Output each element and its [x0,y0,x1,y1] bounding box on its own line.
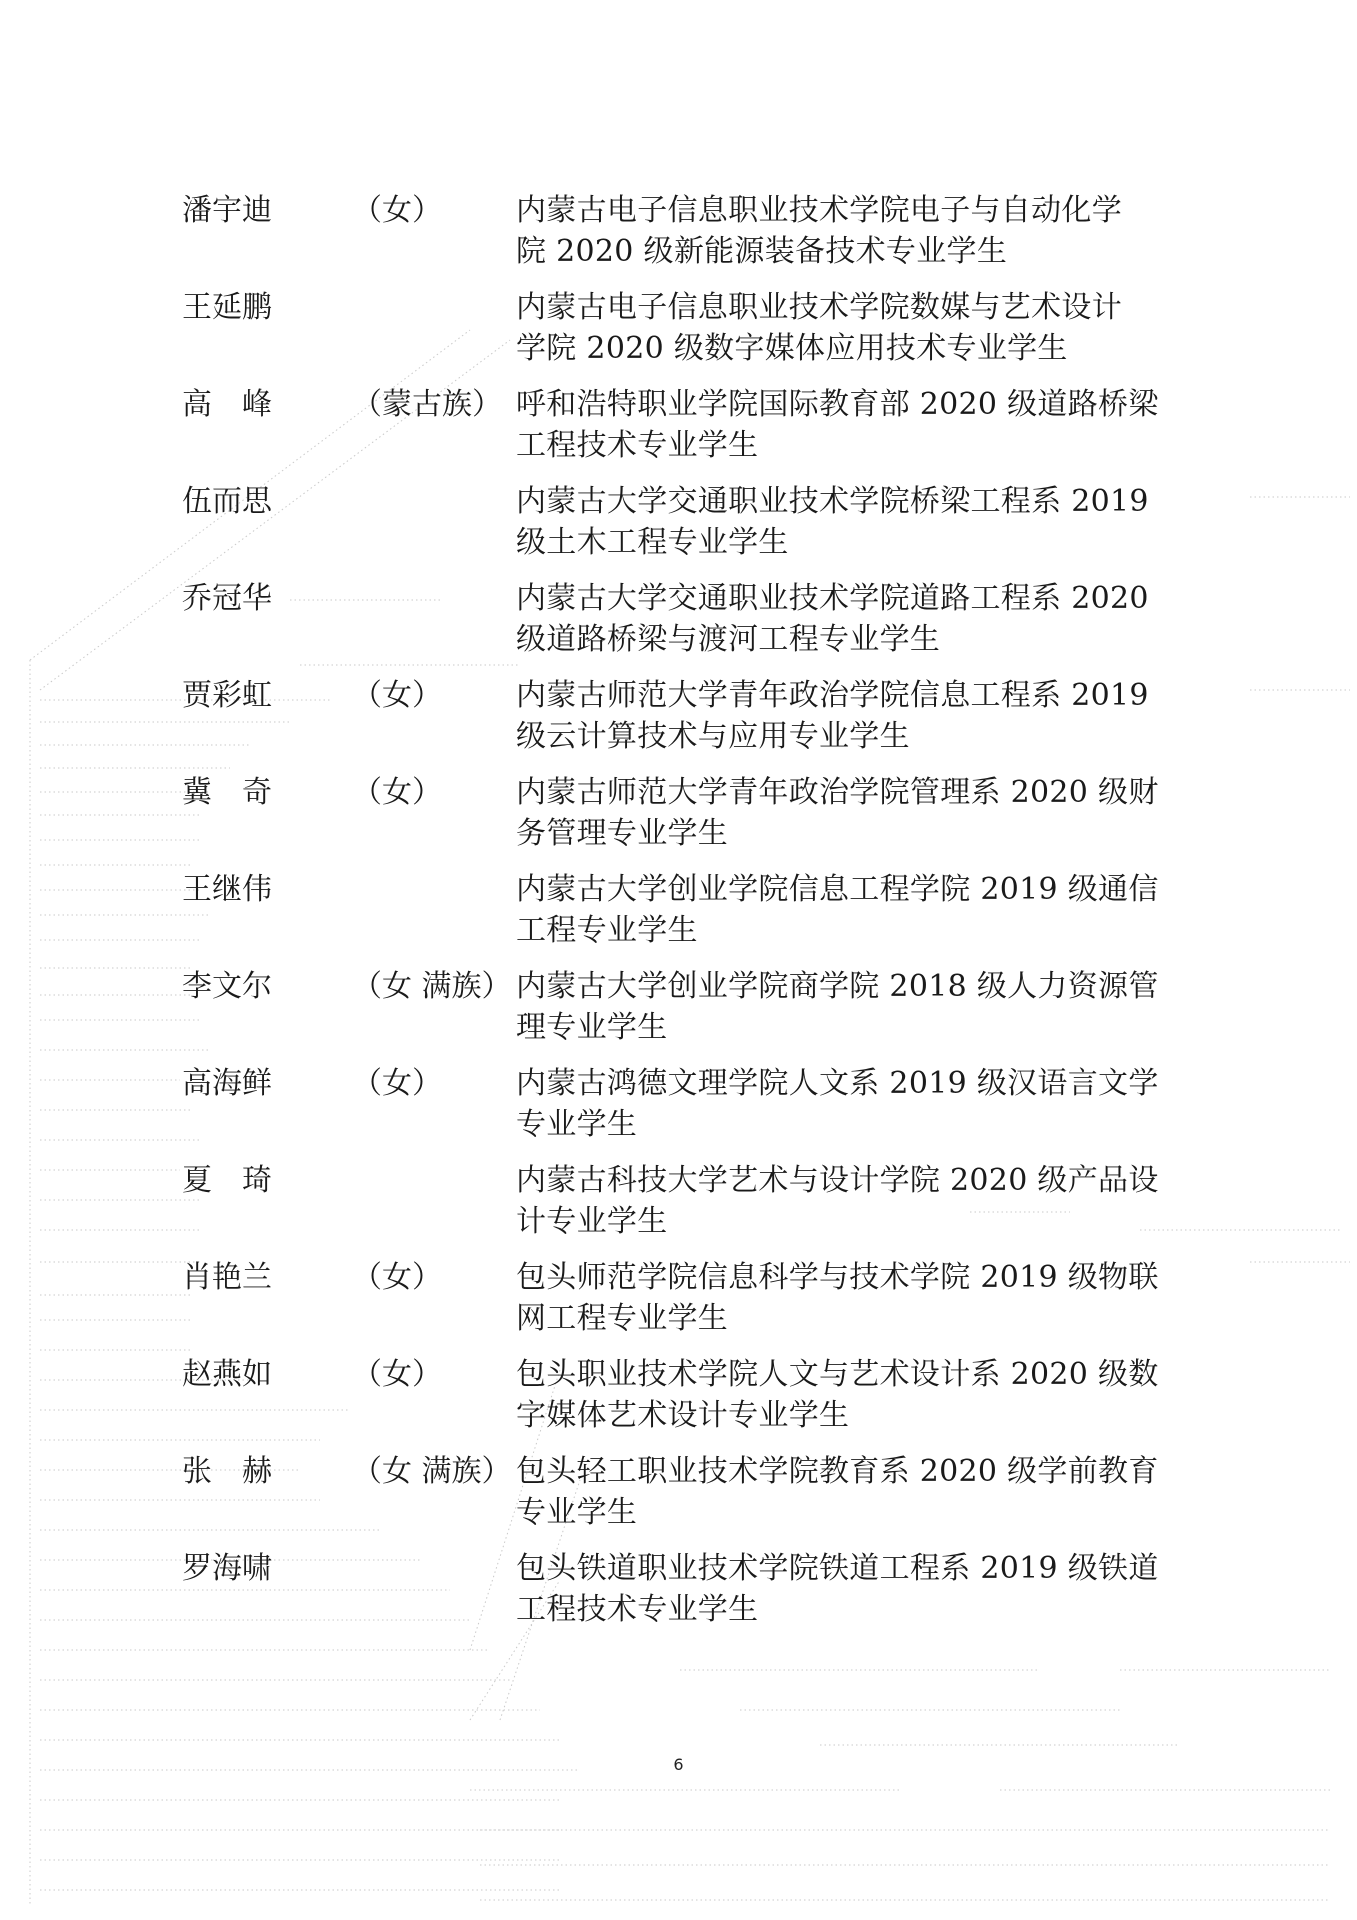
description-line-1: 内蒙古大学创业学院信息工程学院 2019 级通信 [516,872,1159,907]
list-item [0,1063,1357,1160]
list-item [0,481,1357,578]
page-number: 6 [673,1755,684,1774]
student-name: 冀 奇 [182,775,272,810]
description-line-1: 内蒙古大学创业学院商学院 2018 级人力资源管 [516,969,1159,1004]
description-line-1: 包头铁道职业技术学院铁道工程系 2019 级铁道 [516,1551,1159,1586]
list-item [0,966,1357,1063]
description-line-2: 学院 2020 级数字媒体应用技术专业学生 [516,331,1068,366]
student-note: （女） [352,775,442,810]
description-line-1: 内蒙古师范大学青年政治学院信息工程系 2019 [516,678,1149,713]
student-name: 王继伟 [182,872,272,907]
student-note: （蒙古族） [352,387,502,422]
description-line-2: 级土木工程专业学生 [516,525,789,560]
description-line-1: 包头师范学院信息科学与技术学院 2019 级物联 [516,1260,1159,1295]
student-name: 李文尔 [182,969,272,1004]
description-line-2: 理专业学生 [516,1010,668,1045]
description-line-1: 内蒙古大学交通职业技术学院道路工程系 2020 [516,581,1149,616]
student-description [516,1257,1176,1339]
description-line-1: 内蒙古大学交通职业技术学院桥梁工程系 2019 [516,484,1149,519]
student-description [516,1354,1176,1436]
description-line-2: 专业学生 [516,1107,638,1142]
student-name: 王延鹏 [182,290,272,325]
student-description [516,190,1176,272]
description-line-2: 网工程专业学生 [516,1301,729,1336]
student-name: 张 赫 [182,1454,272,1489]
description-line-2: 工程技术专业学生 [516,1592,759,1627]
list-item [0,287,1357,384]
description-line-2: 院 2020 级新能源装备技术专业学生 [516,234,1008,269]
list-item [0,1451,1357,1548]
list-item [0,384,1357,481]
description-line-1: 内蒙古科技大学艺术与设计学院 2020 级产品设 [516,1163,1159,1198]
list-item [0,1160,1357,1257]
student-description [516,1548,1176,1630]
student-description [516,675,1176,757]
list-item [0,1354,1357,1451]
student-description [516,966,1176,1048]
list-item [0,869,1357,966]
list-item [0,1257,1357,1354]
student-name: 高 峰 [182,387,272,422]
student-name: 潘宇迪 [182,193,272,228]
description-line-1: 包头轻工职业技术学院教育系 2020 级学前教育 [516,1454,1159,1489]
description-line-1: 呼和浩特职业学院国际教育部 2020 级道路桥梁 [516,387,1159,422]
list-item [0,772,1357,869]
student-name: 肖艳兰 [182,1260,272,1295]
student-name: 夏 琦 [182,1163,272,1198]
description-line-2: 务管理专业学生 [516,816,729,851]
list-item [0,578,1357,675]
description-line-1: 内蒙古电子信息职业技术学院数媒与艺术设计 [516,290,1122,325]
description-line-2: 计专业学生 [516,1204,668,1239]
student-description [516,1451,1176,1533]
description-line-1: 内蒙古电子信息职业技术学院电子与自动化学 [516,193,1122,228]
student-description [516,869,1176,951]
description-line-2: 专业学生 [516,1495,638,1530]
student-note: （女） [352,1357,442,1392]
student-name: 贾彩虹 [182,678,272,713]
student-note: （女） [352,1260,442,1295]
student-description [516,481,1176,563]
list-item [0,1548,1357,1645]
student-note: （女 满族） [352,969,512,1004]
list-item [0,190,1357,287]
student-note: （女） [352,193,442,228]
description-line-1: 内蒙古师范大学青年政治学院管理系 2020 级财 [516,775,1159,810]
student-description [516,1160,1176,1242]
student-name: 高海鲜 [182,1066,272,1101]
student-note: （女） [352,678,442,713]
description-line-2: 级云计算技术与应用专业学生 [516,719,910,754]
student-description [516,384,1176,466]
student-name: 罗海啸 [182,1551,272,1586]
student-description [516,1063,1176,1145]
student-description [516,578,1176,660]
student-name: 赵燕如 [182,1357,272,1392]
description-line-1: 内蒙古鸿德文理学院人文系 2019 级汉语言文学 [516,1066,1159,1101]
student-description [516,772,1176,854]
description-line-2: 工程专业学生 [516,913,698,948]
student-name: 伍而思 [182,484,272,519]
list-item [0,675,1357,772]
award-list [0,190,1357,1645]
description-line-2: 级道路桥梁与渡河工程专业学生 [516,622,941,657]
description-line-2: 工程技术专业学生 [516,428,759,463]
student-name: 乔冠华 [182,581,272,616]
description-line-2: 字媒体艺术设计专业学生 [516,1398,850,1433]
student-description [516,287,1176,369]
student-note: （女） [352,1066,442,1101]
student-note: （女 满族） [352,1454,512,1489]
description-line-1: 包头职业技术学院人文与艺术设计系 2020 级数 [516,1357,1159,1392]
